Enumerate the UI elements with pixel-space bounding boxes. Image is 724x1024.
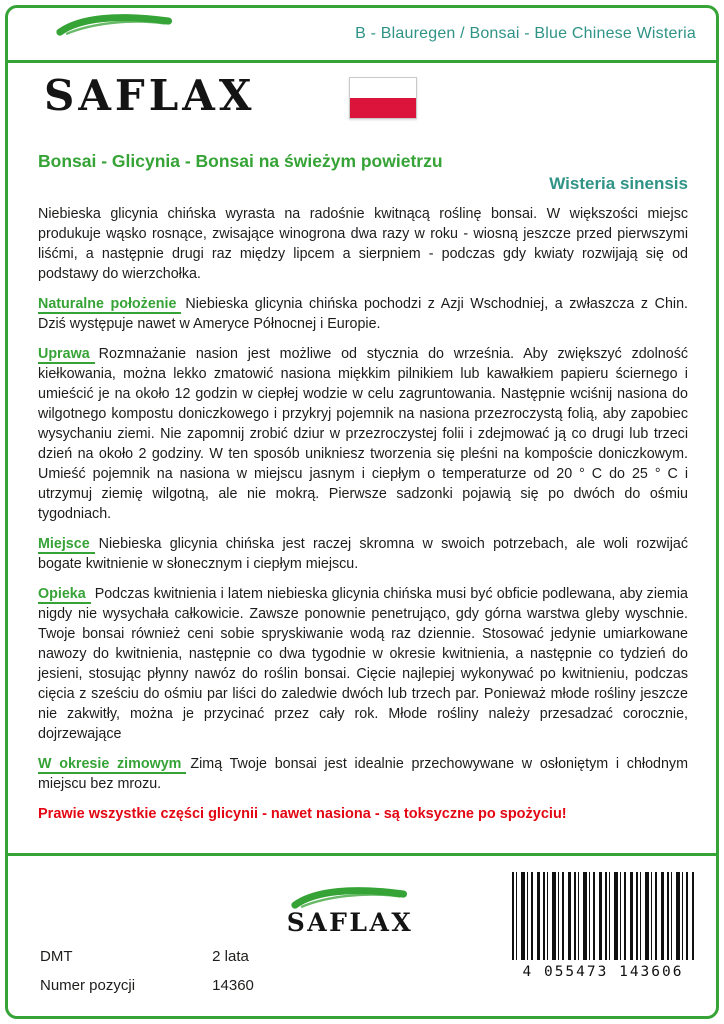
- meta-label: Numer pozycji: [40, 977, 136, 994]
- flag-white-stripe: [350, 78, 416, 98]
- section-natural-location: [38, 294, 688, 334]
- section-heading: W okresie zimowym: [38, 756, 186, 774]
- intro-paragraph: Niebieska glicynia chińska wyrasta na radośnie kwitnącą roślinę bonsai. W większości miejsc produkuje wąsko rosnące, zwisające winogrona dwa razy w roku - wiosną jeszcze przed pierwszymi liśćmi, a następnie drugi raz między lipcem a sierpniem - podczas gdy kwiaty rozwijają się od podstawy do wierzchołka.: [38, 206, 688, 282]
- section-care: [38, 584, 688, 744]
- meta-value: 2 lata: [212, 948, 249, 965]
- saflax-footer-logo: [275, 886, 425, 937]
- label-frame: [5, 5, 719, 1019]
- section-place: [38, 534, 688, 574]
- section-text: Zimą Twoje bonsai jest idealnie przechowywane w osłoniętym i chłodnym miejscu bez mrozu.: [38, 756, 688, 792]
- brush-stroke-icon: [291, 886, 409, 910]
- section-cultivation: [38, 344, 688, 524]
- header-title: B - Blauregen / Bonsai - Blue Chinese Wisteria: [355, 25, 696, 42]
- meta-label: DMT: [40, 948, 73, 965]
- footer-bar: [8, 853, 716, 1016]
- section-text: Niebieska glicynia chińska jest raczej skromna w swoich potrzebach, ale woli rozwijać bogate kwitnienie w słonecznym i ciepłym miejscu.: [38, 536, 688, 572]
- header-bar: [8, 8, 716, 63]
- saflax-logo: SAFLAX: [44, 71, 256, 120]
- flag-red-stripe: [350, 98, 416, 118]
- main-content: [8, 135, 716, 853]
- barcode-number: 4 055473 143606: [522, 964, 684, 980]
- brand-row: [8, 63, 716, 135]
- section-heading: Uprawa: [38, 346, 95, 364]
- section-winter: [38, 754, 688, 794]
- meta-row-item-number: [40, 977, 254, 994]
- product-title: Bonsai - Glicynia - Bonsai na świeżym powietrzu: [38, 151, 443, 171]
- brush-stroke-icon: [56, 12, 174, 38]
- latin-name: Wisteria sinensis: [549, 174, 688, 193]
- section-heading: Opieka: [38, 586, 91, 604]
- barcode-bars: [512, 872, 694, 960]
- barcode: [512, 872, 694, 980]
- section-text: Niebieska glicynia chińska pochodzi z Azji Wschodniej, a zwłaszcza z Chin. Dziś występuje nawet w Ameryce Północnej i Europie.: [38, 296, 688, 332]
- toxicity-warning: Prawie wszystkie części glicynii - nawet nasiona - są toksyczne po spożyciu!: [38, 806, 567, 822]
- section-heading: Miejsce: [38, 536, 95, 554]
- meta-value: 14360: [212, 977, 254, 994]
- section-text: Rozmnażanie nasion jest możliwe od stycznia do września. Aby zwiększyć zdolność kiełkowania, można lekko zmatowić nasiona miękkim pilnikiem lub kawałkiem papieru ściernego i umieścić je na około 12 godzin w ciepłej wodzie w celu zagruntowania. Następnie wciśnij nasiona do wilgotnego kompostu doniczkowego i przykryj pojemnik na nasiona przezroczystą folią, aby zapobiec wysychaniu ziemi. Nie zapomnij zrobić dziur w przezroczystej folii i zdejmować ją co drugi lub trzeci dzień na około 2 godziny. W ten sposób unikniesz tworzenia się pleśni na kompoście doniczkowym. Umieść pojemnik na nasiona w miejscu jasnym i ciepłym o temperaturze od 20 ° C do 25 ° C i utrzymuj ziemię wilgotną, ale nie mokrą. Pierwsze sadzonki pojawią się po dwóch do ośmiu tygodniach.: [38, 346, 688, 522]
- meta-row-dmt: [40, 948, 254, 965]
- poland-flag-icon: [349, 77, 417, 119]
- section-heading: Naturalne położenie: [38, 296, 181, 314]
- section-text: Podczas kwitnienia i latem niebieska glicynia chińska musi być obficie podlewana, aby ziemia nigdy nie wysychała całkowicie. Zawsze ponownie penetrująco, gdy górna warstwa gleby wyschnie. Twoje bonsai również ceni sobie spryskiwanie wodą raz dziennie. Stosować jedynie umiarkowane nawozy do kwitnienia, następnie co dwa tygodnie w okresie kwitnienia, a następnie co tydzień do jesieni, stosując płynny nawóz do roślin bonsai. Cięcie najlepiej wykonywać po kwitnieniu, podczas cięcia z sześciu do ośmiu par liści do zaledwie dwóch lub trzech par. Ponieważ młode rośliny jeszcze nie zakwitły, można je przycinać przez cały rok. Młode rośliny należy przesadzać corocznie, dojrzewające: [38, 586, 688, 742]
- saflax-footer-logo-text: SAFLAX: [286, 908, 414, 937]
- product-meta: [40, 936, 254, 994]
